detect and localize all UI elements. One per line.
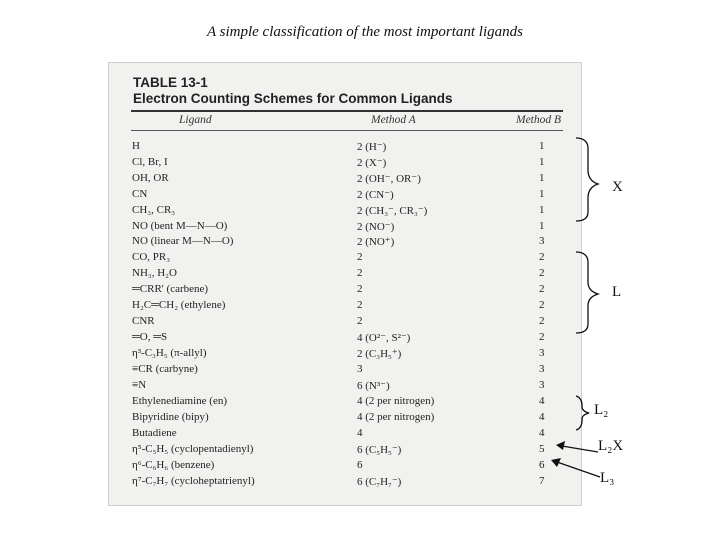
method-a-cell: 2 (CN⁻) (357, 189, 394, 201)
method-a-cell: 6 (N³⁻) (357, 380, 390, 392)
ligand-cell: Cl, Br, I (132, 156, 168, 168)
method-a-cell: 3 (357, 363, 363, 375)
method-a-cell: 2 (357, 283, 363, 295)
method-b-cell: 1 (539, 156, 545, 168)
method-b-cell: 1 (539, 172, 545, 184)
ligand-cell: Ethylenediamine (en) (132, 395, 227, 407)
ligand-cell: CN (132, 188, 148, 200)
ligand-cell: OH, OR (132, 172, 169, 184)
x-group-brace (576, 138, 598, 221)
method-b-cell: 4 (539, 395, 545, 407)
method-b-cell: 2 (539, 267, 545, 279)
l-group-brace (576, 252, 598, 333)
ligand-cell: CH₃, CR₃ (132, 204, 176, 216)
method-a-cell: 6 (357, 459, 363, 471)
method-a-cell: 2 (NO⁺) (357, 236, 395, 248)
l2x-arrow-line (562, 446, 598, 452)
ligand-cell: Bipyridine (bipy) (132, 411, 209, 423)
method-b-cell: 1 (539, 220, 545, 232)
l3-arrow-line (557, 462, 600, 477)
l-label: L (612, 284, 622, 300)
ligand-cell: NO (linear M—N—O) (132, 235, 234, 247)
method-a-cell: 2 (NO⁻) (357, 221, 395, 233)
ligand-cell: NH₃, H₂O (132, 267, 177, 279)
l2x-label: L₂X (598, 438, 624, 454)
method-a-cell: 6 (C₅H₅⁻) (357, 444, 402, 456)
method-b-cell: 2 (539, 315, 545, 327)
ligand-cell: ≡N (132, 379, 147, 391)
x-label: X (612, 179, 623, 195)
method-b-cell: 2 (539, 331, 545, 343)
table-title: Electron Counting Schemes for Common Ligands (133, 91, 453, 106)
method-b-cell: 3 (539, 379, 545, 391)
method-a-cell: 2 (357, 299, 363, 311)
method-b-cell: 2 (539, 251, 545, 263)
method-b-cell: 2 (539, 299, 545, 311)
method-b-cell: 7 (539, 475, 545, 487)
method-b-cell: 3 (539, 363, 545, 375)
method-a-cell: 2 (CH₃⁻, CR₃⁻) (357, 205, 428, 217)
method-a-cell: 4 (2 per nitrogen) (357, 395, 435, 407)
method-a-cell: 2 (357, 315, 363, 327)
method-b-cell: 5 (539, 443, 545, 455)
method-b-cell: 2 (539, 283, 545, 295)
method-b-cell: 4 (539, 427, 545, 439)
method-a-cell: 4 (2 per nitrogen) (357, 411, 435, 423)
ligand-column-header: Ligand (179, 114, 212, 126)
ligand-cell: η⁵-C₅H₅ (cyclopentadienyl) (132, 443, 254, 455)
ligand-cell: ≡CR (carbyne) (132, 363, 198, 375)
ligand-cell: η⁷-C₇H₇ (cycloheptatrienyl) (132, 475, 255, 487)
ligand-cell: CNR (132, 315, 155, 327)
method-a-cell: 2 (357, 267, 363, 279)
method-a-column-header: Method A (371, 114, 416, 126)
ligand-cell: Butadiene (132, 427, 177, 439)
l2x-arrow-head (556, 441, 565, 450)
l2-group-brace (576, 396, 589, 430)
l3-label: L₃ (600, 470, 615, 486)
method-a-cell: 2 (C₃H₅⁺) (357, 348, 402, 360)
ligand-cell: η³-C₃H₅ (π-allyl) (132, 347, 207, 359)
method-a-cell: 2 (X⁻) (357, 157, 387, 169)
method-a-cell: 4 (O²⁻, S²⁻) (357, 332, 411, 344)
ligand-cell: ═O, ═S (132, 331, 168, 343)
l2-label: L₂ (594, 402, 609, 418)
method-a-cell: 6 (C₇H₇⁻) (357, 476, 402, 488)
ligand-cell: η⁶-C₆H₆ (benzene) (132, 459, 215, 471)
method-a-cell: 4 (357, 427, 363, 439)
method-b-cell: 3 (539, 235, 545, 247)
ligand-cell: H₂C═CH₂ (ethylene) (132, 299, 226, 311)
ligand-cell: H (132, 140, 140, 152)
method-b-cell: 3 (539, 347, 545, 359)
method-b-column-header: Method B (516, 114, 562, 126)
method-a-cell: 2 (H⁻) (357, 141, 387, 153)
table-label: TABLE 13-1 (133, 75, 208, 90)
method-b-cell: 1 (539, 140, 545, 152)
method-b-cell: 4 (539, 411, 545, 423)
ligand-cell: CO, PR₃ (132, 251, 171, 263)
method-b-cell: 6 (539, 459, 545, 471)
ligand-cell: ═CRR' (carbene) (132, 283, 209, 295)
slide-title: A simple classification of the most important ligands (207, 24, 523, 40)
ligand-cell: NO (bent M—N—O) (132, 220, 228, 232)
method-a-cell: 2 (OH⁻, OR⁻) (357, 173, 421, 185)
method-b-cell: 1 (539, 204, 545, 216)
method-a-cell: 2 (357, 251, 363, 263)
method-b-cell: 1 (539, 188, 545, 200)
